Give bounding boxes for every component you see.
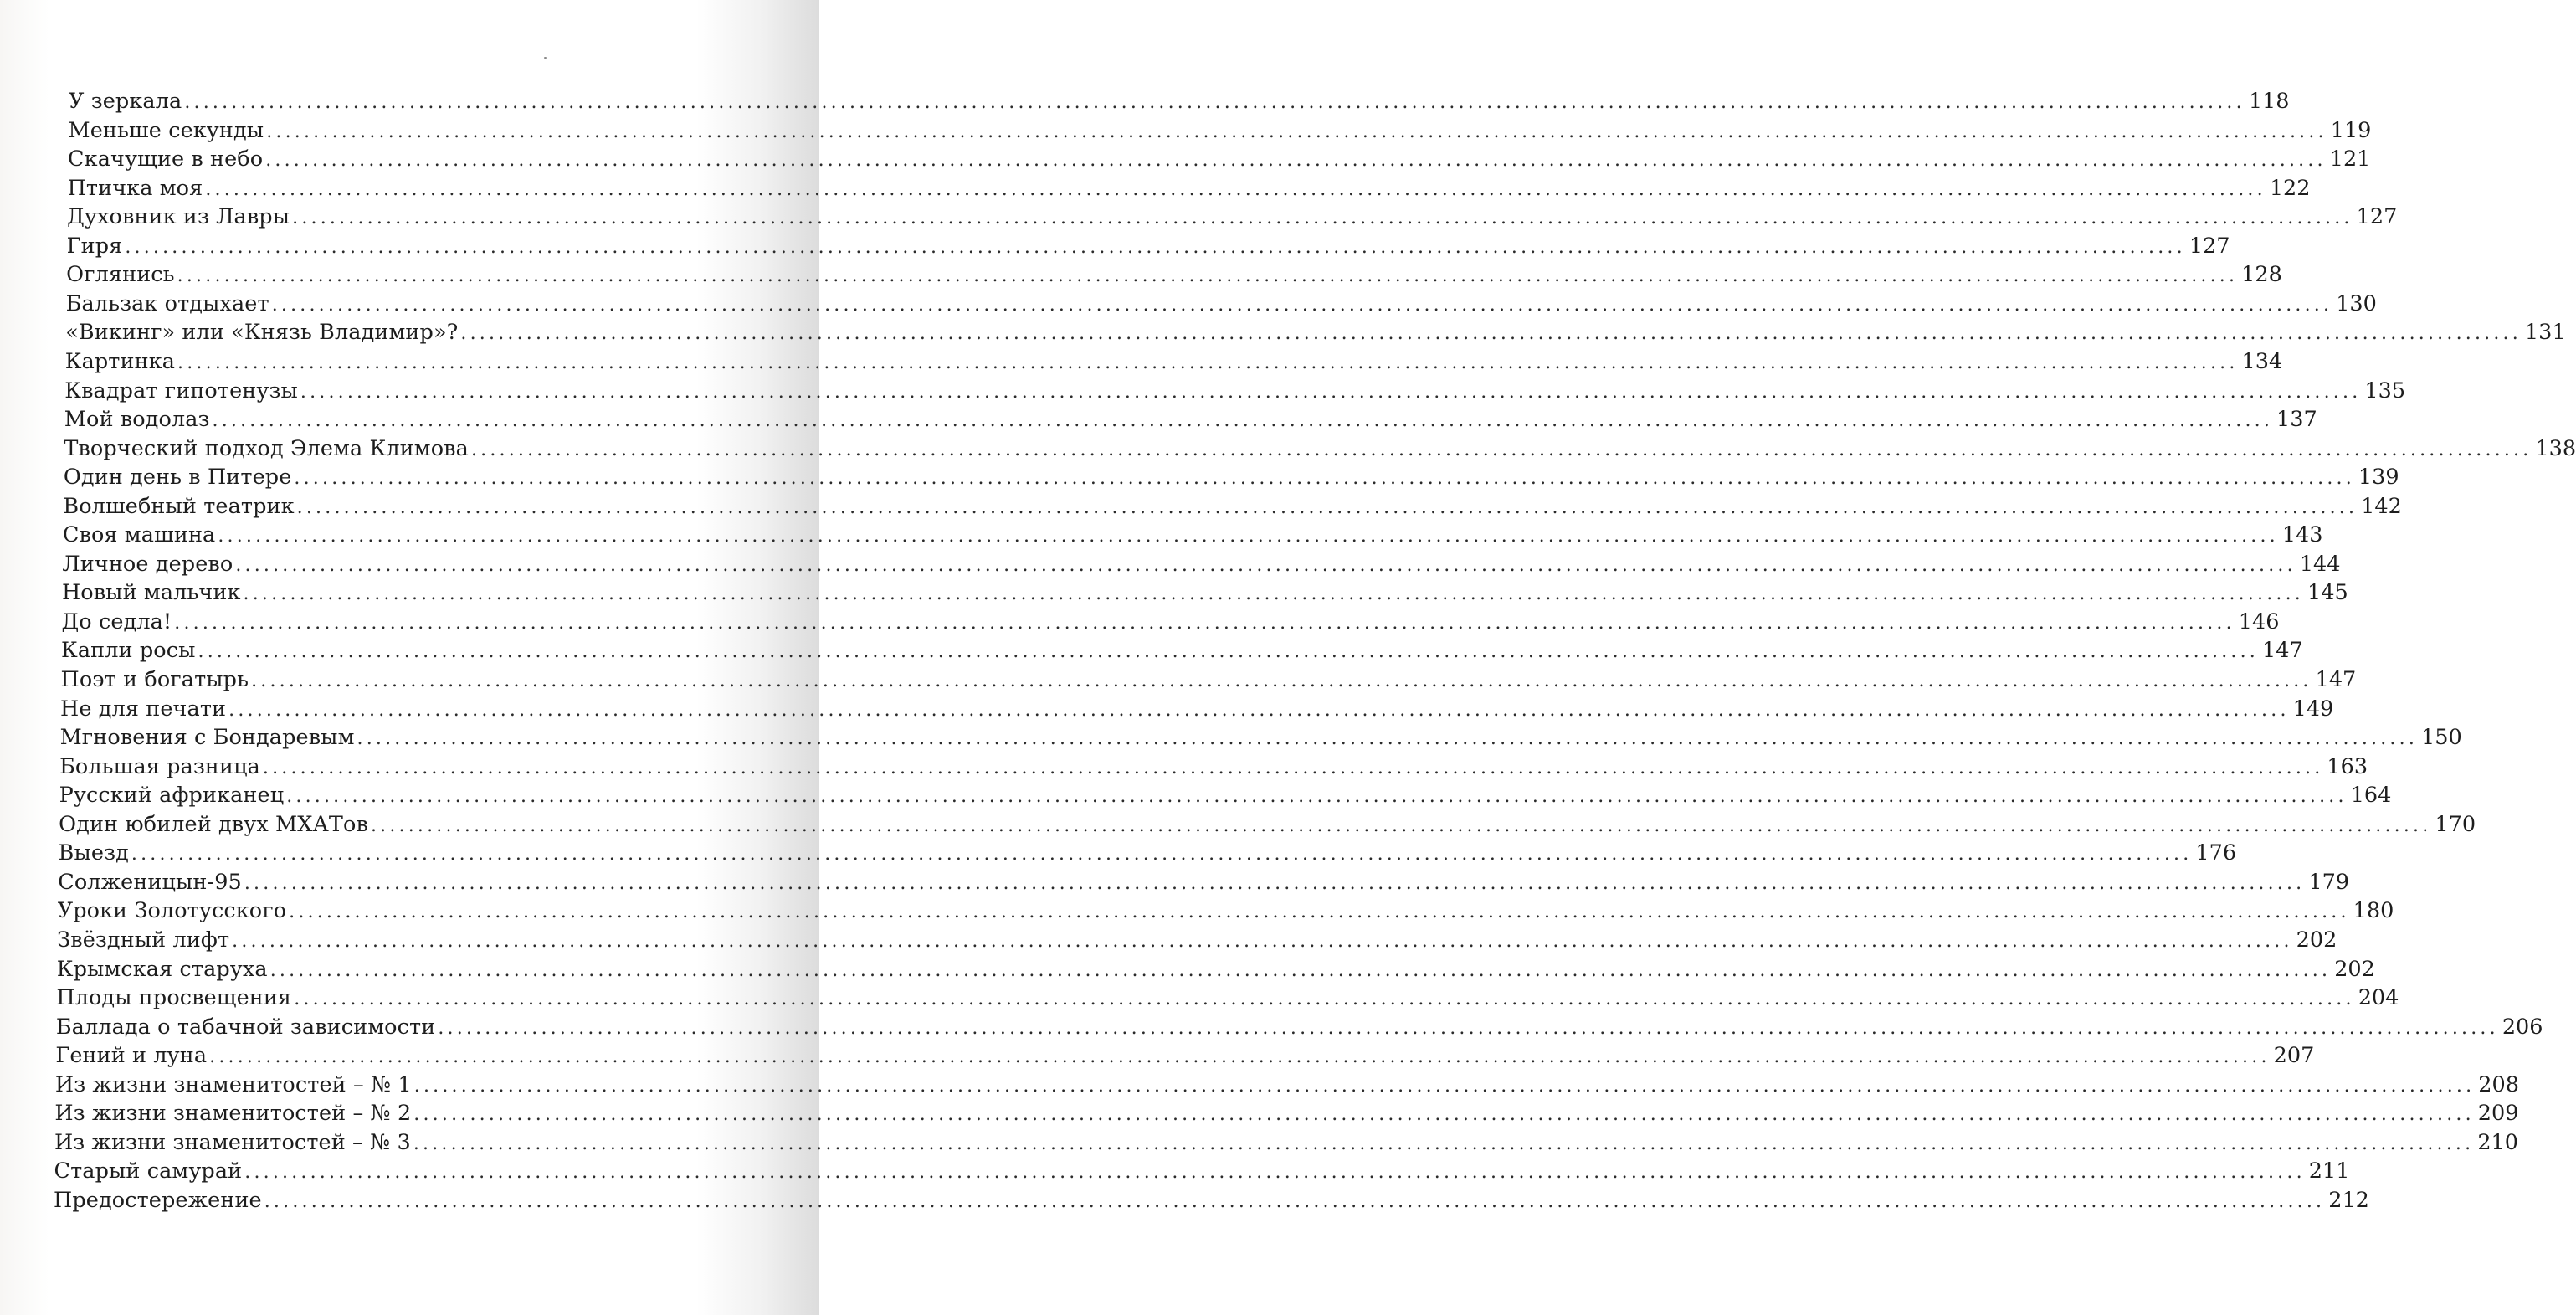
dot-leader: ............................................................................................................................................................................................................................ bbox=[357, 728, 2419, 750]
toc-entry[interactable] bbox=[64, 404, 2317, 434]
toc-entry[interactable] bbox=[61, 578, 2348, 608]
toc-entry-title: Выезд bbox=[58, 840, 129, 866]
toc-entry[interactable] bbox=[65, 289, 2377, 319]
toc-entry-page-number: 208 bbox=[2478, 1071, 2519, 1097]
toc-entry-page-number: 206 bbox=[2502, 1014, 2543, 1040]
toc-entry-page-number: 137 bbox=[2276, 407, 2317, 433]
dot-leader: ............................................................................................................................................................................................................................ bbox=[232, 930, 2293, 952]
dot-leader: ............................................................................................................................................................................................................................ bbox=[228, 699, 2290, 721]
dot-leader: ............................................................................................................................................................................................................................ bbox=[370, 814, 2432, 836]
toc-entry-title: Квадрат гипотенузы bbox=[64, 378, 298, 403]
toc-entry[interactable] bbox=[64, 434, 2576, 464]
dot-leader: ............................................................................................................................................................................................................................ bbox=[296, 496, 2358, 518]
toc-entry-title: Мой водолаз bbox=[64, 407, 210, 433]
dot-leader: ............................................................................................................................................................................................................................ bbox=[264, 1190, 2326, 1212]
toc-entry-title: Один день в Питере bbox=[63, 465, 292, 491]
toc-entry-title: Птичка моя bbox=[67, 175, 203, 201]
toc-entry-title: Гений и луна bbox=[55, 1043, 208, 1069]
toc-entry-title: Из жизни знаменитостей – № 3 bbox=[54, 1129, 411, 1155]
dot-leader: ............................................................................................................................................................................................................................ bbox=[294, 989, 2355, 1010]
toc-entry-page-number: 163 bbox=[2327, 753, 2368, 779]
toc-entry[interactable] bbox=[65, 317, 2566, 347]
toc-entry-page-number: 138 bbox=[2535, 435, 2576, 461]
dot-leader: ............................................................................................................................................................................................................................ bbox=[235, 554, 2296, 576]
toc-entry-title: Картинка bbox=[64, 348, 176, 374]
dot-leader: ............................................................................................................................................................................................................................ bbox=[244, 872, 2306, 894]
toc-entry-page-number: 204 bbox=[2358, 985, 2399, 1011]
toc-entry-page-number: 149 bbox=[2292, 696, 2334, 722]
toc-entry[interactable] bbox=[56, 954, 2375, 984]
dot-leader: ............................................................................................................................................................................................................................ bbox=[265, 150, 2327, 172]
toc-entry-page-number: 207 bbox=[2273, 1043, 2315, 1069]
toc-entry[interactable] bbox=[67, 202, 2398, 232]
toc-entry[interactable] bbox=[66, 259, 2282, 290]
toc-entry-page-number: 202 bbox=[2334, 956, 2375, 982]
dot-leader: ............................................................................................................................................................................................................................ bbox=[251, 670, 2312, 691]
toc-entry-page-number: 147 bbox=[2315, 667, 2357, 692]
toc-entry-title: Бальзак отдыхает bbox=[65, 290, 269, 316]
toc-entry[interactable] bbox=[54, 1128, 2518, 1158]
toc-entry[interactable] bbox=[64, 347, 2283, 377]
toc-entry[interactable] bbox=[54, 1098, 2519, 1128]
toc-entry-page-number: 134 bbox=[2241, 348, 2283, 374]
toc-entry-title: Скачущие в небо bbox=[68, 146, 264, 172]
toc-entry-page-number: 144 bbox=[2299, 551, 2341, 577]
toc-entry-page-number: 142 bbox=[2361, 493, 2402, 519]
toc-entry[interactable] bbox=[67, 173, 2311, 203]
dot-leader: ............................................................................................................................................................................................................................ bbox=[294, 468, 2355, 490]
toc-entry-page-number: 179 bbox=[2308, 869, 2350, 895]
toc-entry-page-number: 212 bbox=[2328, 1187, 2369, 1213]
toc-entry[interactable] bbox=[61, 607, 2280, 637]
dot-leader: ............................................................................................................................................................................................................................ bbox=[212, 410, 2274, 432]
toc-entry-page-number: 127 bbox=[2189, 233, 2230, 259]
toc-entry[interactable] bbox=[63, 491, 2402, 521]
toc-entry-page-number: 122 bbox=[2269, 175, 2311, 201]
toc-entry-title: Русский африканец bbox=[59, 783, 285, 809]
toc-entry-page-number: 164 bbox=[2350, 783, 2392, 809]
dot-leader: ............................................................................................................................................................................................................................ bbox=[271, 294, 2333, 316]
toc-entry-page-number: 121 bbox=[2329, 146, 2371, 172]
toc-entry-title: Творческий подход Элема Климова bbox=[64, 435, 469, 461]
dot-leader: ............................................................................................................................................................................................................................ bbox=[438, 1017, 2499, 1039]
toc-entry[interactable] bbox=[58, 867, 2350, 897]
toc-entry-title: Мгновения с Бондаревым bbox=[59, 725, 355, 751]
toc-entry[interactable] bbox=[56, 983, 2399, 1013]
toc-entry-page-number: 209 bbox=[2477, 1101, 2519, 1127]
toc-entry[interactable] bbox=[55, 1012, 2543, 1042]
toc-entry-title: Духовник из Лавры bbox=[67, 204, 290, 230]
toc-entry[interactable] bbox=[59, 752, 2368, 782]
dot-leader: ............................................................................................................................................................................................................................ bbox=[243, 583, 2304, 605]
toc-entry[interactable] bbox=[60, 694, 2334, 724]
toc-entry[interactable] bbox=[54, 1070, 2519, 1100]
toc-entry-page-number: 176 bbox=[2195, 840, 2237, 866]
dot-leader: ............................................................................................................................................................................................................................ bbox=[184, 92, 2245, 113]
toc-entry-title: «Викинг» или «Князь Владимир»? bbox=[65, 320, 459, 346]
toc-entry[interactable] bbox=[57, 925, 2337, 955]
toc-entry[interactable] bbox=[54, 1156, 2350, 1186]
toc-entry-page-number: 139 bbox=[2358, 465, 2399, 491]
dot-leader: ............................................................................................................................................................................................................................ bbox=[413, 1075, 2476, 1097]
toc-entry[interactable] bbox=[57, 896, 2394, 926]
toc-entry-title: Оглянись bbox=[66, 262, 175, 288]
dot-leader: ............................................................................................................................................................................................................................ bbox=[125, 236, 2186, 258]
toc-entry-page-number: 210 bbox=[2477, 1129, 2518, 1155]
toc-entry-title: Из жизни знаменитостей – № 1 bbox=[54, 1071, 412, 1097]
dot-leader: ............................................................................................................................................................................................................................ bbox=[286, 786, 2348, 808]
toc-entry-title: Новый мальчик bbox=[61, 580, 241, 606]
toc-entry-title: Крымская старуха bbox=[56, 956, 268, 982]
toc-entry-title: Солженицын-95 bbox=[58, 869, 242, 895]
toc-entry[interactable] bbox=[69, 86, 2290, 116]
toc-entry-title: Капли росы bbox=[61, 638, 196, 664]
toc-entry[interactable] bbox=[59, 780, 2392, 810]
toc-entry-page-number: 118 bbox=[2248, 89, 2290, 114]
toc-entry-title: Один юбилей двух МХАТов bbox=[59, 811, 368, 837]
toc-entry-title: Гиря bbox=[66, 233, 123, 259]
toc-entry[interactable] bbox=[61, 635, 2303, 665]
toc-entry-title: Поэт и богатырь bbox=[60, 667, 249, 692]
toc-entry[interactable] bbox=[68, 116, 2372, 146]
toc-entry-title: Уроки Золотусского bbox=[57, 898, 287, 924]
dot-leader: ............................................................................................................................................................................................................................ bbox=[269, 959, 2332, 981]
toc-entry-title: Личное дерево bbox=[62, 551, 233, 577]
toc-entry-title: Волшебный театрик bbox=[63, 493, 295, 519]
toc-entry-title: Старый самурай bbox=[54, 1158, 243, 1184]
toc-entry[interactable] bbox=[64, 376, 2406, 406]
dot-leader: ............................................................................................................................................................................................................................ bbox=[209, 1046, 2271, 1068]
dot-leader: ............................................................................................................................................................................................................................ bbox=[289, 901, 2350, 923]
toc-entry[interactable] bbox=[59, 809, 2476, 840]
toc-entry-page-number: 145 bbox=[2307, 580, 2348, 606]
toc-entry-title: До седла! bbox=[61, 609, 172, 634]
toc-entry[interactable] bbox=[62, 549, 2341, 579]
toc-entry[interactable] bbox=[58, 838, 2237, 868]
toc-entry[interactable] bbox=[68, 144, 2371, 174]
dot-leader: ............................................................................................................................................................................................................................ bbox=[205, 178, 2266, 200]
toc-entry-page-number: 128 bbox=[2241, 262, 2282, 288]
toc-entry-page-number: 170 bbox=[2435, 811, 2476, 837]
dot-leader: ............................................................................................................................................................................................................................ bbox=[177, 265, 2239, 287]
toc-entry[interactable] bbox=[59, 722, 2462, 753]
toc-entry[interactable] bbox=[55, 1040, 2315, 1071]
dot-leader: ............................................................................................................................................................................................................................ bbox=[198, 641, 2259, 663]
toc-entry[interactable] bbox=[62, 520, 2323, 550]
toc-entry-page-number: 202 bbox=[2296, 927, 2337, 953]
toc-entry[interactable] bbox=[66, 231, 2230, 261]
toc-entry-page-number: 150 bbox=[2421, 725, 2462, 751]
toc-entry-title: Большая разница bbox=[59, 753, 260, 779]
toc-entry-page-number: 130 bbox=[2336, 290, 2377, 316]
dot-leader: ............................................................................................................................................................................................................................ bbox=[131, 844, 2193, 866]
toc-entry-title: У зеркала bbox=[69, 89, 182, 114]
toc-entry-page-number: 131 bbox=[2524, 320, 2566, 346]
dot-leader: ............................................................................................................................................................................................................................ bbox=[413, 1104, 2475, 1126]
dot-leader: ............................................................................................................................................................................................................................ bbox=[413, 1133, 2475, 1154]
toc-entry-page-number: 211 bbox=[2308, 1158, 2350, 1184]
dot-leader: ............................................................................................................................................................................................................................ bbox=[218, 526, 2279, 547]
toc-entry-page-number: 147 bbox=[2262, 638, 2303, 664]
toc-entry-page-number: 146 bbox=[2238, 609, 2280, 634]
toc-entry-page-number: 127 bbox=[2356, 204, 2398, 230]
toc-entry-title: Своя машина bbox=[62, 522, 216, 548]
dot-leader: ............................................................................................................................................................................................................................ bbox=[292, 208, 2353, 229]
dot-leader: ............................................................................................................................................................................................................................ bbox=[300, 381, 2362, 403]
toc-entry-title: Не для печати bbox=[60, 696, 227, 722]
toc-entry-page-number: 180 bbox=[2353, 898, 2394, 924]
toc-entry-title: Звёздный лифт bbox=[57, 927, 230, 953]
toc-entry-title: Меньше секунды bbox=[68, 117, 264, 143]
dot-leader: ............................................................................................................................................................................................................................ bbox=[244, 1162, 2306, 1184]
dot-leader: ............................................................................................................................................................................................................................ bbox=[470, 439, 2532, 460]
dot-leader: ............................................................................................................................................................................................................................ bbox=[460, 323, 2522, 345]
toc-entry-page-number: 135 bbox=[2364, 378, 2406, 403]
toc-entry[interactable] bbox=[63, 462, 2399, 492]
toc-entry[interactable] bbox=[54, 1185, 2369, 1215]
toc-entry-page-number: 119 bbox=[2330, 117, 2372, 143]
toc-entry-title: Плоды просвещения bbox=[56, 985, 292, 1011]
dot-leader: ............................................................................................................................................................................................................................ bbox=[266, 121, 2327, 142]
dot-leader: ............................................................................................................................................................................................................................ bbox=[174, 612, 2235, 634]
toc-entry-title: Предостережение bbox=[54, 1187, 262, 1213]
toc-entry-title: Из жизни знаменитостей – № 2 bbox=[54, 1101, 412, 1127]
toc-entry-page-number: 143 bbox=[2281, 522, 2323, 548]
toc-entry-title: Баллада о табачной зависимости bbox=[55, 1014, 436, 1040]
toc-entry[interactable] bbox=[60, 665, 2357, 695]
dot-leader: ............................................................................................................................................................................................................................ bbox=[262, 757, 2324, 778]
dot-leader: ............................................................................................................................................................................................................................ bbox=[177, 352, 2239, 373]
